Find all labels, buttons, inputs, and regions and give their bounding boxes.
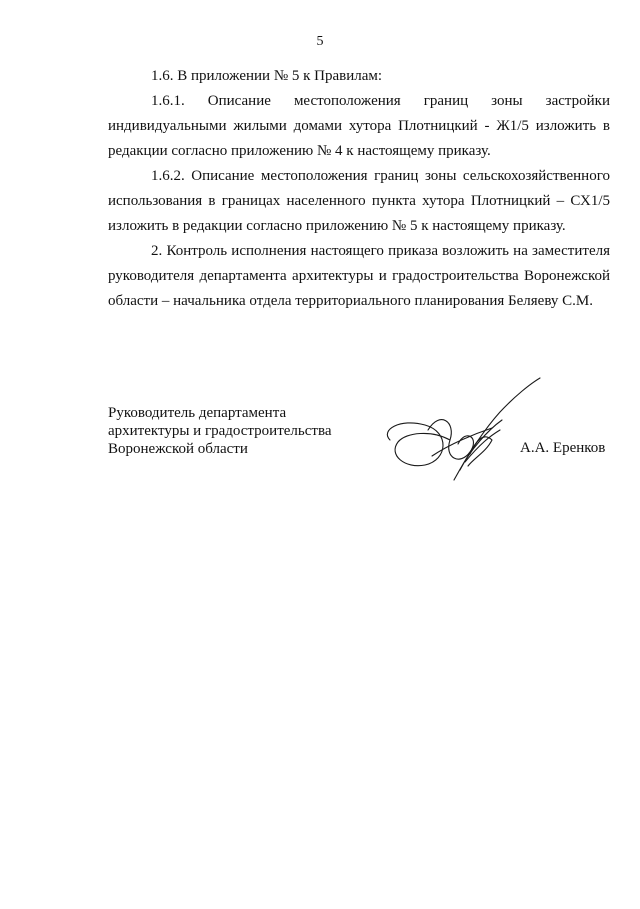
paragraph-1-6-1: 1.6.1. Описание местоположения границ зоны застройки индивидуальными жилыми домами хутора Плотницкий - Ж1/5 изложить в редакции согласно приложению № 4 к настоящему приказу.: [108, 93, 610, 159]
signer-name: А.А. Еренков: [520, 440, 606, 456]
paragraph-1-6-2: 1.6.2. Описание местоположения границ зоны сельскохозяйственного использования в границах населенного пункта хутора Плотницкий – СХ1/5 изложить в редакции согласно приложению № 5 к настоящему приказу.: [108, 168, 610, 234]
signer-title-line-1: Руководитель департамента: [108, 405, 287, 421]
document-body: [108, 64, 610, 314]
paragraph-1-6: 1.6. В приложении № 5 к Правилам:: [151, 68, 383, 84]
handwritten-signature: [370, 370, 550, 490]
page-number: 5: [316, 34, 324, 49]
signer-title-line-2: архитектуры и градостроительства: [108, 423, 332, 439]
signer-title: [108, 404, 331, 458]
paragraph-2: 2. Контроль исполнения настоящего приказа возложить на заместителя руководителя департамента архитектуры и градостроительства Воронежской области – начальника отдела территориального планирования Беляеву С.М.: [108, 243, 610, 309]
signer-title-line-3: Воронежской области: [108, 441, 248, 457]
